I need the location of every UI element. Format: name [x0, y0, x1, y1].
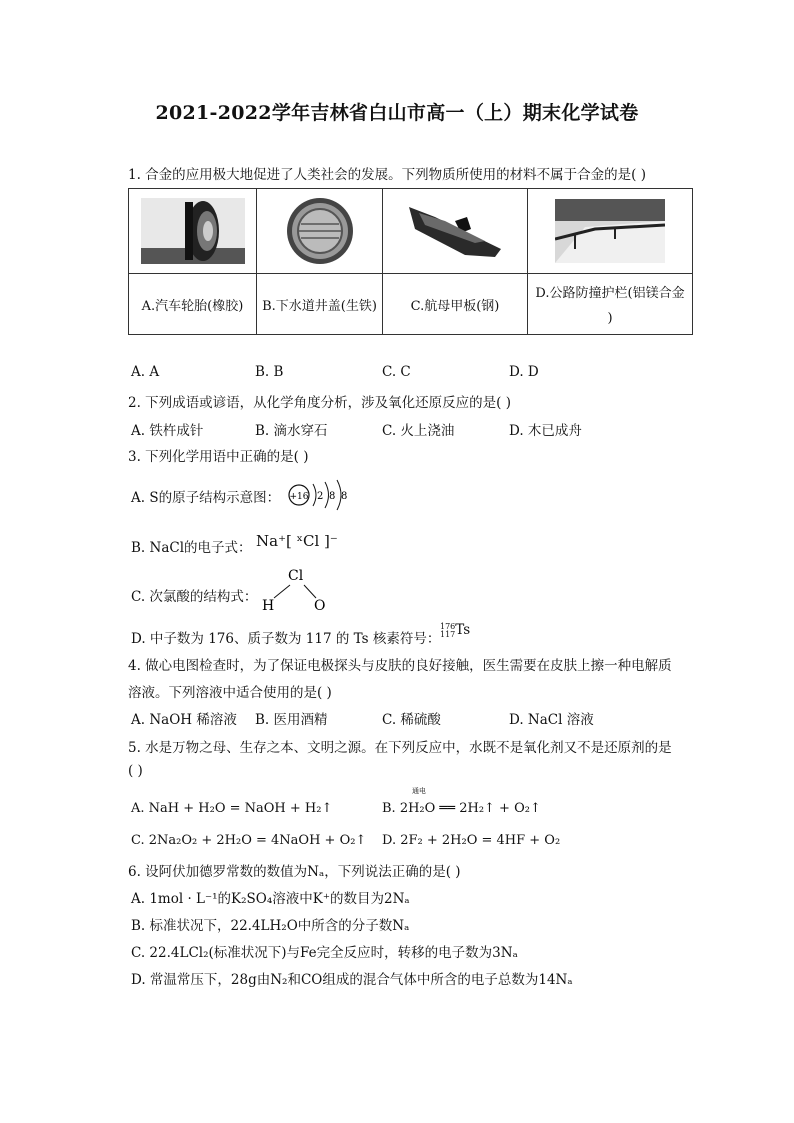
q2-option-a: A. 铁杵成针 — [131, 423, 204, 439]
q3-option-a: A. S的原子结构示意图： — [131, 490, 281, 506]
question-4-stem-line2: 溶液。下列溶液中适合使用的是( ) — [128, 685, 332, 701]
page-title: 2021-2022学年吉林省白山市高一（上）期末化学试卷 — [155, 102, 639, 124]
q1-option-c: C. C — [382, 364, 411, 380]
question-6-stem: 6. 设阿伏加德罗常数的数值为Nₐ，下列说法正确的是( ) — [128, 864, 461, 880]
q2-option-d: D. 木已成舟 — [509, 423, 582, 439]
q6-option-d: D. 常温常压下，28g由N₂和CO组成的混合气体中所含的电子总数为14Nₐ — [131, 972, 573, 988]
caption-d — [528, 274, 693, 335]
carrier-image-cell — [383, 189, 528, 274]
q4-option-a: A. NaOH 稀溶液 — [131, 712, 237, 728]
shell-2-electrons: 8 — [329, 491, 336, 502]
nacl-electron-formula: Na⁺[ ˣCl ]⁻ — [256, 532, 338, 550]
q5-option-b: B. 2H₂O ══ 2H₂↑ + O₂↑ — [382, 801, 541, 816]
ts-nuclide-symbol — [440, 622, 470, 639]
question-1-stem: 1. 合金的应用极大地促进了人类社会的发展。下列物质所使用的材料不属于合金的是( ) — [128, 167, 646, 183]
hypochlorous-acid-structure — [258, 566, 338, 614]
q5-option-a: A. NaH + H₂O = NaOH + H₂↑ — [131, 801, 333, 816]
shell-3-electrons: 8 — [341, 491, 348, 502]
shell-1-electrons: 2 — [317, 491, 324, 502]
q4-option-b: B. 医用酒精 — [255, 712, 328, 728]
q3-option-c: C. 次氯酸的结构式： — [131, 589, 258, 605]
sulfur-atom-structure-diagram — [286, 478, 356, 512]
q6-option-b: B. 标准状况下，22.4LH₂O中所含的分子数Nₐ — [131, 918, 410, 934]
q6-option-c: C. 22.4LCl₂(标准状况下)与Fe完全反应时，转移的电子数为3Nₐ — [131, 945, 518, 961]
q6-option-a: A. 1mol · L⁻¹的K₂SO₄溶液中K⁺的数目为2Nₐ — [131, 891, 410, 907]
q2-option-b: B. 滴水穿石 — [255, 423, 328, 439]
electrolysis-condition: 通电 — [412, 787, 426, 795]
manhole-cover-icon — [285, 196, 355, 266]
q4-option-c: C. 稀硫酸 — [382, 712, 441, 728]
question-5-stem-line2: ( ) — [128, 763, 143, 779]
atomic-number: 117 — [440, 629, 456, 639]
atom-cl: Cl — [288, 568, 304, 584]
guardrail-image-cell — [528, 189, 693, 274]
q1-option-a: A. A — [131, 364, 160, 380]
question-1-image-table — [128, 188, 693, 335]
caption-b: B.下水道井盖(生铁) — [257, 274, 383, 335]
element-symbol: Ts — [455, 622, 471, 638]
atom-h: H — [262, 598, 275, 614]
question-4-stem-line1: 4. 做心电图检查时，为了保证电极探头与皮肤的良好接触，医生需要在皮肤上擦一种电解质 — [128, 658, 672, 674]
mass-number: 176 — [440, 621, 456, 631]
caption-d-line2: ) — [607, 311, 613, 326]
question-3-stem: 3. 下列化学用语中正确的是( ) — [128, 449, 309, 465]
q3-option-d: D. 中子数为 176、质子数为 117 的 Ts 核素符号： — [131, 631, 441, 647]
q1-option-d: D. D — [509, 364, 539, 380]
q5-option-d: D. 2F₂ + 2H₂O = 4HF + O₂ — [382, 833, 561, 848]
question-2-stem: 2. 下列成语或谚语，从化学角度分析，涉及氧化还原反应的是( ) — [128, 395, 511, 411]
tire-image-cell — [129, 189, 257, 274]
nucleus-charge: +16 — [289, 492, 309, 502]
q1-option-b: B. B — [255, 364, 284, 380]
atom-o: O — [314, 598, 326, 614]
q2-option-c: C. 火上浇油 — [382, 423, 455, 439]
q3-option-b: B. NaCl的电子式： — [131, 540, 252, 556]
question-5-stem-line1: 5. 水是万物之母、生存之本、文明之源。在下列反应中，水既不是氧化剂又不是还原剂的是 — [128, 740, 672, 756]
q4-option-d: D. NaCl 溶液 — [509, 712, 594, 728]
caption-a: A.汽车轮胎(橡胶) — [129, 274, 257, 335]
aircraft-carrier-icon — [405, 199, 505, 263]
q5-option-c: C. 2Na₂O₂ + 2H₂O = 4NaOH + O₂↑ — [131, 833, 367, 848]
caption-c: C.航母甲板(钢) — [383, 274, 528, 335]
caption-d-line1: D.公路防撞护栏(铝镁合金 — [535, 286, 685, 301]
tire-icon — [141, 198, 245, 264]
manhole-image-cell — [257, 189, 383, 274]
guardrail-icon — [555, 199, 665, 263]
